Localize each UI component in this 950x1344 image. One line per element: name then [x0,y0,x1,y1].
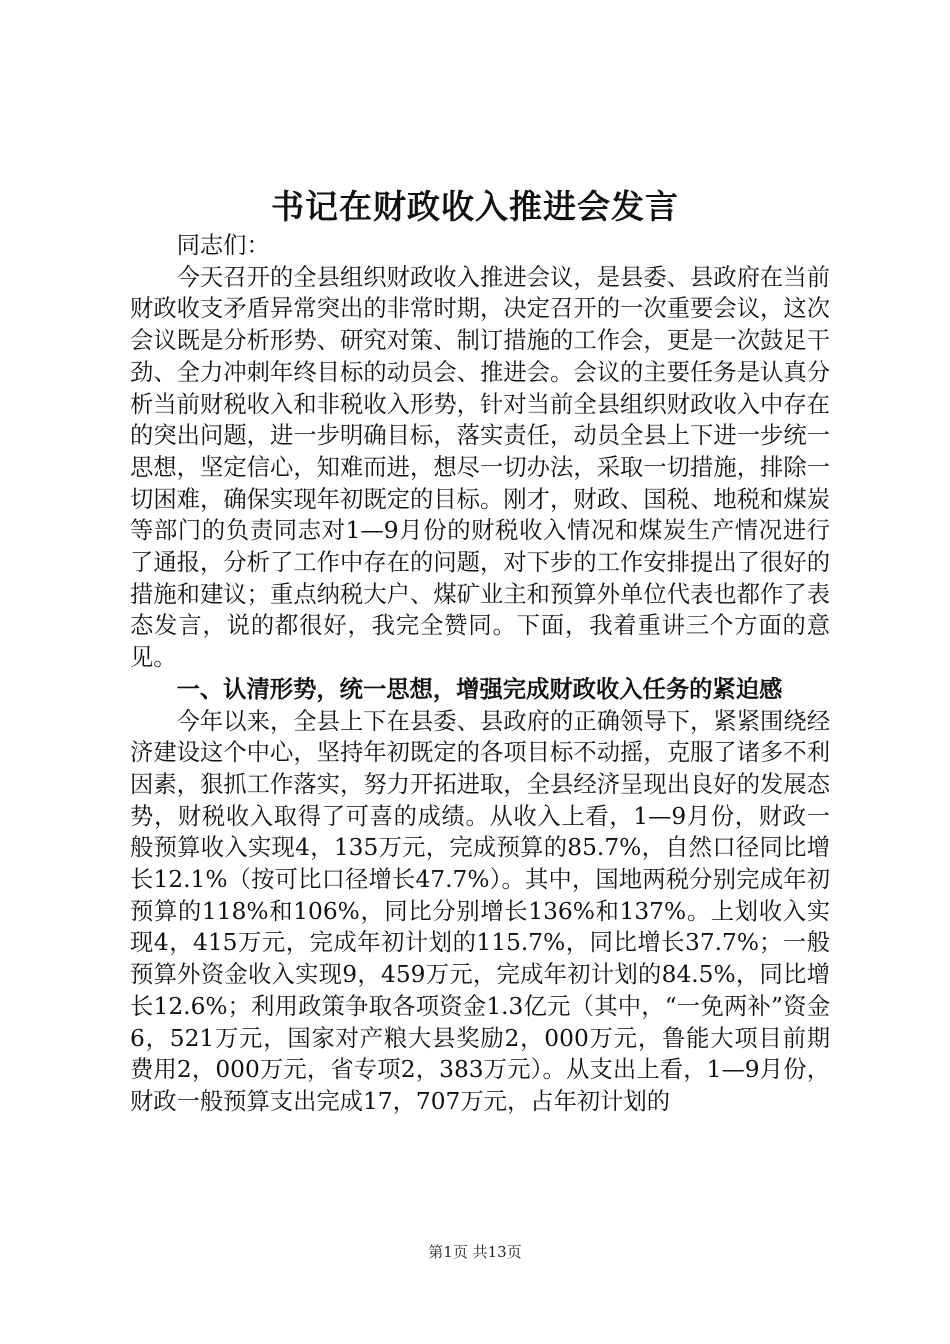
document-title: 书记在财政收入推进会发言 [271,187,679,226]
body-paragraph: 今天召开的全县组织财政收入推进会议，是县委、县政府在当前财政收支矛盾异常突出的非常时期，决定召开的一次重要会议，这次会议既是分析形势、研究对策、制订措施的工作会，更是一次鼓足干劲、全力冲刺年终目标的动员会、推进会。会议的主要任务是认真分析当前财税收入和非税收入形势，针对当前全县组织财政收入中存在的突出问题，进一步明确目标，落实责任，动员全县上下进一步统一思想，坚定信心，知难而进，想尽一切办法，采取一切措施，排除一切困难，确保实现年初既定的目标。刚才，财政、国税、地税和煤炭等部门的负责同志对1—9月份的财税收入情况和煤炭生产情况进行了通报，分析了工作中存在的问题，对下步的工作安排提出了很好的措施和建议；重点纳税大户、煤矿业主和预算外单位代表也都作了表态发言，说的都很好，我完全赞同。下面，我着重讲三个方面的意见。 [130,263,830,672]
document-body [130,230,830,1118]
body-paragraph: 今年以来，全县上下在县委、县政府的正确领导下，紧紧围绕经济建设这个中心，坚持年初既定的各项目标不动摇，克服了诸多不利因素，狠抓工作落实，努力开拓进取，全县经济呈现出良好的发展态势，财税收入取得了可喜的成绩。从收入上看，1—9月份，财政一般预算收入实现4，135万元，完成预算的85.7%，自然口径同比增长12.1%（按可比口径增长47.7%）。其中，国地两税分别完成年初预算的118%和106%，同比分别增长136%和137%。上划收入实现4，415万元，完成年初计划的115.7%，同比增长37.7%；一般预算外资金收入实现9，459万元，完成年初计划的84.5%，同比增长12.6%；利用政策争取各项资金1.3亿元（其中，“一免两补”资金6，521万元，国家对产粮大县奖励2，000万元，鲁能大项目前期费用2，000万元，省专项2，383万元）。从支出上看，1—9月份，财政一般预算支出完成17，707万元，占年初计划的 [130,707,830,1115]
salutation: 同志们： [176,232,270,259]
page-footer: 第1页 共13页 [428,1243,522,1261]
section-heading: 一、认清形势，统一思想，增强完成财政收入任务的紧迫感 [176,675,783,703]
